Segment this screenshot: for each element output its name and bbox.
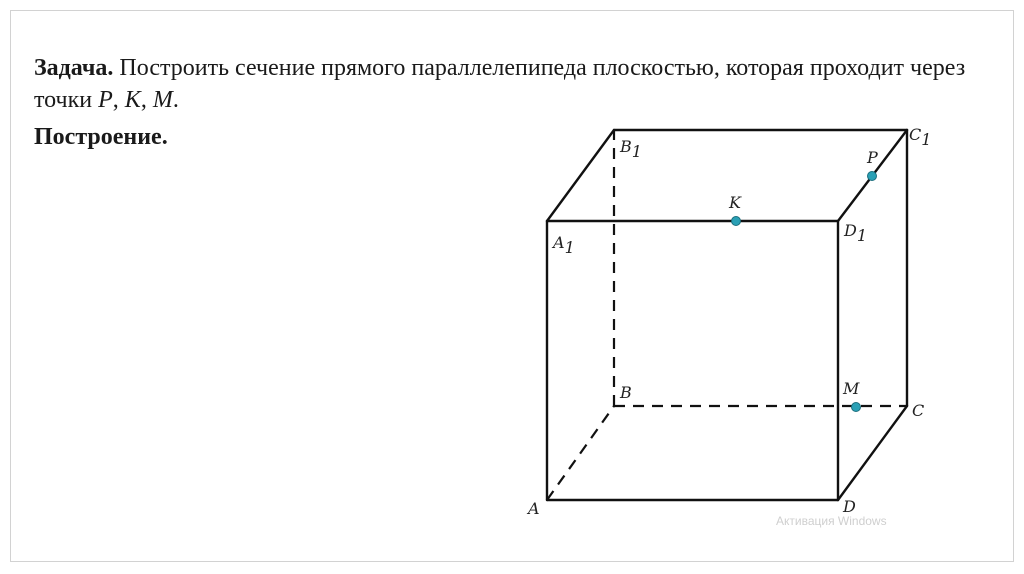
windows-activation-watermark: Активация Windows [776,514,887,528]
label-b: B [620,383,632,402]
task-point-m: M [152,87,173,113]
task-text: Построить сечение прямого параллелепипеда плоскостью, которая проходит через точки [34,55,966,113]
label-point-k: K [729,193,741,212]
label-d: D [843,497,856,516]
point-k-marker [732,217,741,226]
edge-d-c [838,406,907,500]
task-separator: , [140,87,153,113]
label-c: C [912,401,925,420]
task-point-k: K [124,87,141,113]
label-b1: B1 [620,137,642,161]
label-point-p: P [867,148,878,167]
task-point-p: P [98,87,113,113]
hidden-edge-a-b [547,406,614,500]
label-point-m: M [843,379,860,398]
point-m-marker [852,403,861,412]
construction-heading: Построение. [34,124,168,150]
edge-a1-b1 [547,130,614,221]
task-end: . [172,87,179,113]
task-separator: , [112,87,125,113]
label-c1: C1 [909,125,932,149]
label-a: A [528,499,540,518]
point-p-marker [868,172,877,181]
label-d1: D1 [844,221,868,245]
label-a1: A1 [553,233,575,257]
section-points [732,172,877,412]
task-label: Задача. [34,55,114,81]
